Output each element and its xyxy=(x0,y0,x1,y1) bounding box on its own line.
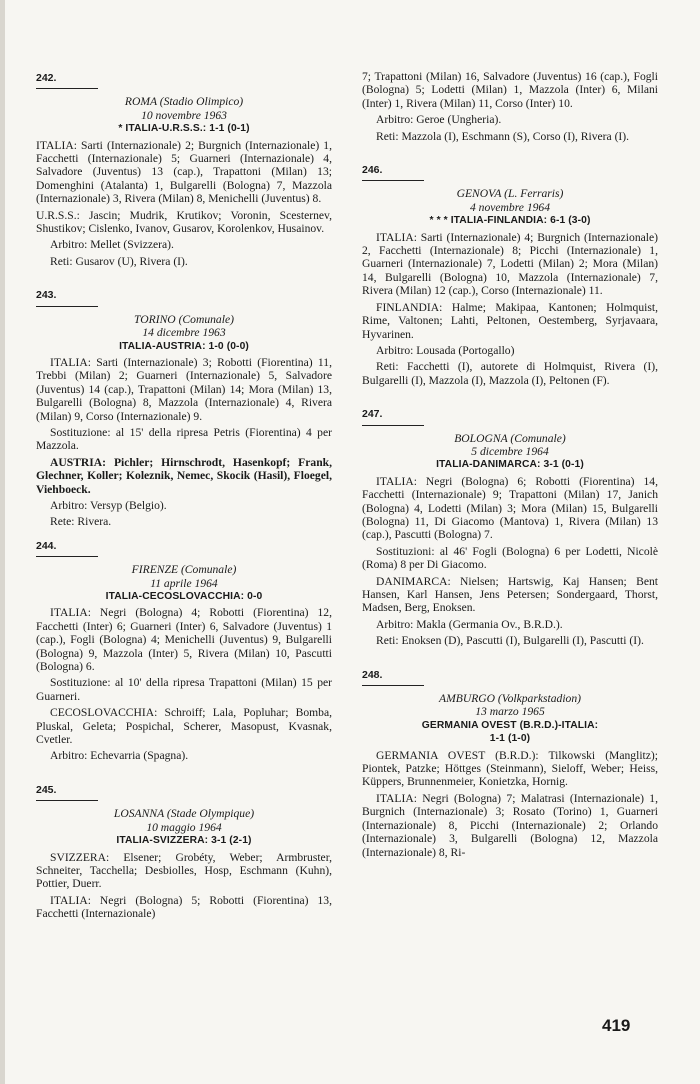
referee: Arbitro: Makla (Germania Ov., B.R.D.). xyxy=(376,617,563,631)
match-number: 248. xyxy=(362,668,383,681)
substitution: Sostituzioni: al 46' Fogli (Bologna) 6 per Lodetti, Nicolè (Roma) 8 per Di Giacomo. xyxy=(362,544,658,572)
lineup-italia: ITALIA: Negri (Bologna) 7; Malatrasi (Internazionale) 1, Burgnich (Internazionale) 3; Rosato (Torino) 1, Guarneri (Internazionale) 8, Picchi (Internazionale) 2; Orlando (Internazionale) 3, Bulgarelli (Bologna) 12, Mazzola (Internazionale) 8, Ri- xyxy=(362,791,658,859)
lineup-opponent: AUSTRIA: Pichler; Hirnschrodt, Hasenkopf; Frank, Glechner, Koller; Koleznik, Nemec, Skocik (Hasil), Floegel, Viehboeck. xyxy=(36,455,332,496)
match-result: ITALIA-AUSTRIA: 1-0 (0-0) xyxy=(119,340,249,352)
left-column xyxy=(36,70,332,924)
page-number: 419 xyxy=(602,1016,631,1035)
divider xyxy=(36,88,98,89)
match-score: 1-1 (1-0) xyxy=(489,733,531,745)
match-245-continued xyxy=(362,70,658,143)
match-245 xyxy=(36,784,332,921)
match-venue: TORINO (Comunale) xyxy=(134,312,234,326)
match-date: 13 marzo 1965 xyxy=(475,705,545,719)
lineup-opponent: U.R.S.S.: Jascin; Mudrik, Krutikov; Voronin, Scesternev, Shustikov; Cislenko, Ivanov, Gusarov, Korolenkov, Husainov. xyxy=(36,208,332,236)
right-column xyxy=(362,70,658,862)
match-243 xyxy=(36,289,332,529)
match-venue: AMBURGO (Volkparkstadion) xyxy=(439,692,581,706)
match-242 xyxy=(36,72,332,268)
referee: Arbitro: Geroe (Ungheria). xyxy=(376,113,502,127)
goals: Reti: Mazzola (I), Eschmann (S), Corso (I), Rivera (I). xyxy=(376,129,630,143)
match-result: GERMANIA OVEST (B.R.D.)-ITALIA: xyxy=(421,719,599,731)
match-date: 10 novembre 1963 xyxy=(141,108,227,122)
divider xyxy=(36,306,98,307)
page-edge xyxy=(0,0,5,1084)
lineup-opponent: DANIMARCA: Nielsen; Hartswig, Kaj Hansen; Bent Hansen, Karl Hansen, Jens Petersen; Sondergaard, Thorst, Madsen, Berg, Enoksen. xyxy=(362,574,658,615)
match-venue: FIRENZE (Comunale) xyxy=(131,563,237,577)
match-247 xyxy=(362,408,658,648)
lineup-opponent: GERMANIA OVEST (B.R.D.): Tilkowski (Manglitz); Piontek, Patzke; Höttges (Steinmann), Sieloff, Weber; Heiss, Küppers, Brunnenmeier, Konietzka, Hornig. xyxy=(362,748,658,789)
lineup-italia: ITALIA: Negri (Bologna) 6; Robotti (Fiorentina) 14, Facchetti (Internazionale) 9; Trapattoni (Milan) 17, Janich (Bologna) 4, Lodetti (Milan) 3; Mora (Milan) 15, Bulgarelli (Bologna) 11, Di Giacomo (Mantova) 1, Rivera (Milan) 13 (cap.), Pascutti (Bologna) 7. xyxy=(362,474,658,542)
divider xyxy=(36,800,98,801)
match-venue: GENOVA (L. Ferraris) xyxy=(456,187,564,201)
match-244 xyxy=(36,540,332,763)
goals: Reti: Enoksen (D), Pascutti (I), Bulgarelli (I), Pascutti (I). xyxy=(376,634,644,648)
substitution: Sostituzione: al 15' della ripresa Petris (Fiorentina) 4 per Mazzola. xyxy=(36,425,332,453)
match-number: 247. xyxy=(362,408,383,421)
lineup-italia: ITALIA: Sarti (Internazionale) 2; Burgnich (Internazionale) 1, Facchetti (Internazionale) 5; Guarneri (Internazionale) 4, Salvadore (Juventus) 13 (cap.), Trapattoni (Milan) 13; Domenghini (Atalanta) 1, Bulgarelli (Bologna) 7, Mazzola (Internazionale) 3, Rivera (Milan) 8, Menichelli (Juventus) 8. xyxy=(36,138,332,206)
divider xyxy=(362,180,424,181)
match-venue: ROMA (Stadio Olimpico) xyxy=(124,95,244,109)
match-venue: LOSANNA (Stade Olympique) xyxy=(113,807,255,821)
lineup-italia: ITALIA: Negri (Bologna) 5; Robotti (Fiorentina) 13, Facchetti (Internazionale) xyxy=(36,893,332,921)
match-result: ITALIA-CECOSLOVACCHIA: 0-0 xyxy=(105,591,263,602)
lineup-italia: ITALIA: Sarti (Internazionale) 4; Burgnich (Internazionale) 2, Facchetti (Internazionale) 8; Picchi (Internazionale) 1, Guarneri (Internazionale) 7, Lodetti (Milan) 2; Mora (Milan) 14, Bulgarelli (Bologna) 10, Mazzola (Internazionale) 7, Rivera (Milan) 12 (cap.), Corso (Internazionale) 11. xyxy=(362,230,658,298)
substitution: Sostituzione: al 10' della ripresa Trapattoni (Milan) 15 per Guarneri. xyxy=(36,676,332,703)
lineup-opponent: CECOSLOVACCHIA: Schroiff; Lala, Popluhar; Bomba, Pluskal, Geleta; Pospichal, Scherer, Masopust, Kvasnak, Cvetler. xyxy=(36,706,332,747)
match-number: 244. xyxy=(36,539,57,552)
lineup-italia: ITALIA: Sarti (Internazionale) 3; Robotti (Fiorentina) 11, Trebbi (Milan) 2; Guarneri (Internazionale) 5, Salvadore (Juventus) 14 (cap.), Trapattoni (Milan) 14; Mora (Milan) 13, Bulgarelli (Bologna) 8, Mazzola (Internazionale) 4, Rivera (Milan) 9, Corso (Internazionale) 9. xyxy=(36,355,332,423)
match-date: 10 maggio 1964 xyxy=(146,820,222,834)
match-248 xyxy=(362,669,658,859)
match-number: 242. xyxy=(36,72,57,84)
match-date: 5 dicembre 1964 xyxy=(471,444,549,458)
divider xyxy=(362,685,424,686)
lineup-opponent: SVIZZERA: Elsener; Grobéty, Weber; Armbruster, Schneiter, Tacchella; Desbiolles, Hosp, Eschmann (Kuhn), Pottier, Duerr. xyxy=(36,850,332,891)
match-venue: BOLOGNA (Comunale) xyxy=(454,431,566,445)
match-date: 14 dicembre 1963 xyxy=(142,326,226,340)
lineup-italia: ITALIA: Negri (Bologna) 4; Robotti (Fiorentina) 12, Facchetti (Inter) 6; Guarneri (Inter) 6, Salvadore (Juventus) 1 (cap.), Fogli (Bologna) 4; Menichelli (Juventus) 9, Bulgarelli (Bologna) 9, Mazzola (Inter) 5, Rivera (Milan) 10, Pascutti (Bologna) 6. xyxy=(36,606,332,674)
match-result: ITALIA-DANIMARCA: 3-1 (0-1) xyxy=(436,459,584,471)
match-result: * ITALIA-U.R.S.S.: 1-1 (0-1) xyxy=(118,123,250,135)
match-result: ITALIA-SVIZZERA: 3-1 (2-1) xyxy=(116,835,252,847)
divider xyxy=(362,425,424,426)
match-result: * * * ITALIA-FINLANDIA: 6-1 (3-0) xyxy=(429,215,591,227)
referee: Arbitro: Versyp (Belgio). xyxy=(50,498,167,512)
referee: Arbitro: Lousada (Portogallo) xyxy=(376,343,515,357)
match-date: 4 novembre 1964 xyxy=(469,200,551,214)
divider xyxy=(36,556,98,557)
match-number: 246. xyxy=(362,164,383,177)
match-date: 11 aprile 1964 xyxy=(150,576,218,590)
match-number: 243. xyxy=(36,289,57,302)
lineup-italia-continued: 7; Trapattoni (Milan) 16, Salvadore (Juventus) 16 (cap.), Fogli (Bologna) 5; Lodetti (Milan) 1, Mazzola (Inter) 6, Milani (Inter) 1, Rivera (Milan) 11, Corso (Inter) 10. xyxy=(362,70,658,110)
referee: Arbitro: Mellet (Svizzera). xyxy=(50,238,174,252)
goals: Reti: Gusarov (U), Rivera (I). xyxy=(50,254,188,268)
match-number: 245. xyxy=(36,783,57,796)
goals: Reti: Facchetti (I), autorete di Holmquist, Rivera (I), Bulgarelli (I), Mazzola (I), Mazzola (I), Peltonen (F). xyxy=(362,360,658,387)
referee: Arbitro: Echevarria (Spagna). xyxy=(50,749,189,763)
goals: Rete: Rivera. xyxy=(50,515,112,529)
match-246 xyxy=(362,164,658,387)
lineup-opponent: FINLANDIA: Halme; Makipaa, Kantonen; Holmquist, Rime, Valtonen; Lahti, Peltonen, Oestemberg, Syrjavaara, Hyvarinen. xyxy=(362,300,658,341)
